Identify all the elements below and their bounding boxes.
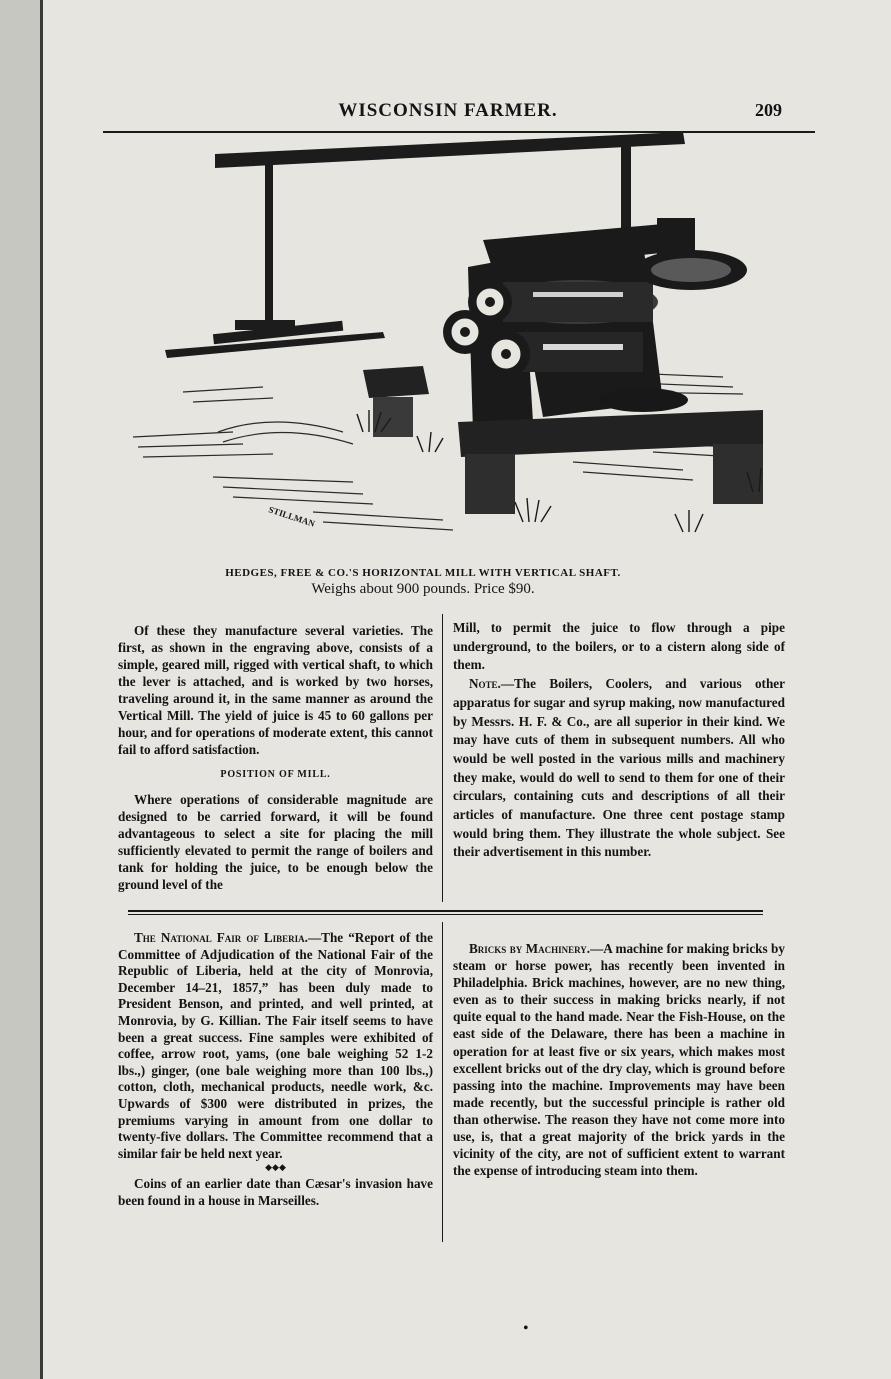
note-text: —The Boilers, Coolers, and various other apparatus for sugar and syrup making, now manufactured by Messrs. H. F. & Co., are all superior in their kind. We may have cuts of them in subsequent numbers. All who would be well posted in the various mills and machinery they make, would do well to send to them for one of their circulars, containing cuts and descriptions of all their articles of manufacture. One three cent postage stamp would bring them. They illustrate the whole subject. See their advertisement in this number. [453, 676, 785, 860]
footer-mark: • [523, 1320, 529, 1337]
horizontal-mill-engraving-icon [123, 132, 763, 562]
bricks-article-title: Bricks by Machinery. [469, 941, 591, 956]
running-header: WISCONSIN FARMER. [338, 100, 558, 121]
liberia-article-text: —The “Report of the Committee of Adjudication of the National Fair of the Republic of Liberia, held at the city of Monrovia, December 14–21, 1857,” has been duly made to President Benson, and printed, and well printed, at Monrovia, by G. Killian. The Fair itself seems to have been a great success. Fine samples were exhibited of coffee, arrow root, yams, (one bale weighing 52 1-2 lbs.,) ginger, (one bale weighing more than 100 lbs.,) cotton, cloth, mechanical products, needle work, &c. Upwards of $300 were distributed in prizes, the premiums varying in amount from one dollar to twenty-five dollars. The Committee recommend that a similar fair be held next year. [118, 930, 433, 1161]
bricks-article-text: —A machine for making bricks by steam or horse power, has recently been invented in Philadelphia. Brick machines, however, are no new thing, even as to their success in making bricks nearly, if not quite equal to the hand made. Near the Fish-House, on the east side of the Delaware, there has been a machine in operation for at least five or six years, which makes most excellent bricks out of the dry clay, which is ground before passing into the machine. Improvements may have been made recently, but the successful principle is rather old than otherwise. The reason they have not come more into use, is, that a great majority of the brick yards in the vicinity of the city, are not of sufficient extent to warrant the expense of introducing steam into them. [453, 941, 785, 1179]
page-number: 209 [755, 100, 782, 120]
mill-varieties-paragraph: Of these they manufacture several varieties. The first, as shown in the engraving above, consists of a simple, geared mill, rigged with vertical shaft, to which the lever is attached, and is worked by two horses, traveling around it, in the same manner as around the Vertical Mill. The yield of juice is 45 to 60 gallons per hour, and for operations of moderate extent, this cannot fail to afford satisfaction. [118, 623, 433, 757]
facing-page-edge [0, 0, 43, 1379]
coins-note: Coins of an earlier date than Cæsar's invasion have been found in a house in Marseilles. [118, 1176, 433, 1208]
section-double-rule-bottom [128, 914, 763, 915]
lower-left-column [118, 930, 433, 1210]
mill-continued-paragraph: Mill, to permit the juice to flow through a pipe underground, to the boilers, or to a cistern along side of them. [453, 620, 785, 673]
lower-right-column [453, 940, 785, 1179]
upper-left-column [118, 622, 433, 893]
book-page [43, 0, 891, 1379]
upper-right-column [453, 619, 785, 862]
figure-subcaption: Weighs about 900 pounds. Price $90. [311, 581, 535, 597]
section-double-rule-top [128, 910, 763, 912]
column-divider-upper [442, 614, 443, 902]
liberia-article-title: The National Fair of Liberia. [134, 930, 308, 945]
engraver-signature: STILLMAN [267, 504, 317, 529]
ornament-divider: ◆◆◆ [265, 1162, 286, 1173]
figure-caption: HEDGES, FREE & CO.'S HORIZONTAL MILL WITH VERTICAL SHAFT. [225, 567, 621, 579]
mill-position-paragraph: Where operations of considerable magnitude are designed to be carried forward, it will be found advantageous to select a site for placing the mill sufficiently elevated to permit the range of boilers and tank for holding the juice, to be enough below the ground level of the [118, 792, 433, 892]
section-heading: POSITION OF MILL. [220, 769, 331, 780]
note-label: Note. [469, 676, 501, 692]
column-divider-lower [442, 922, 443, 1242]
